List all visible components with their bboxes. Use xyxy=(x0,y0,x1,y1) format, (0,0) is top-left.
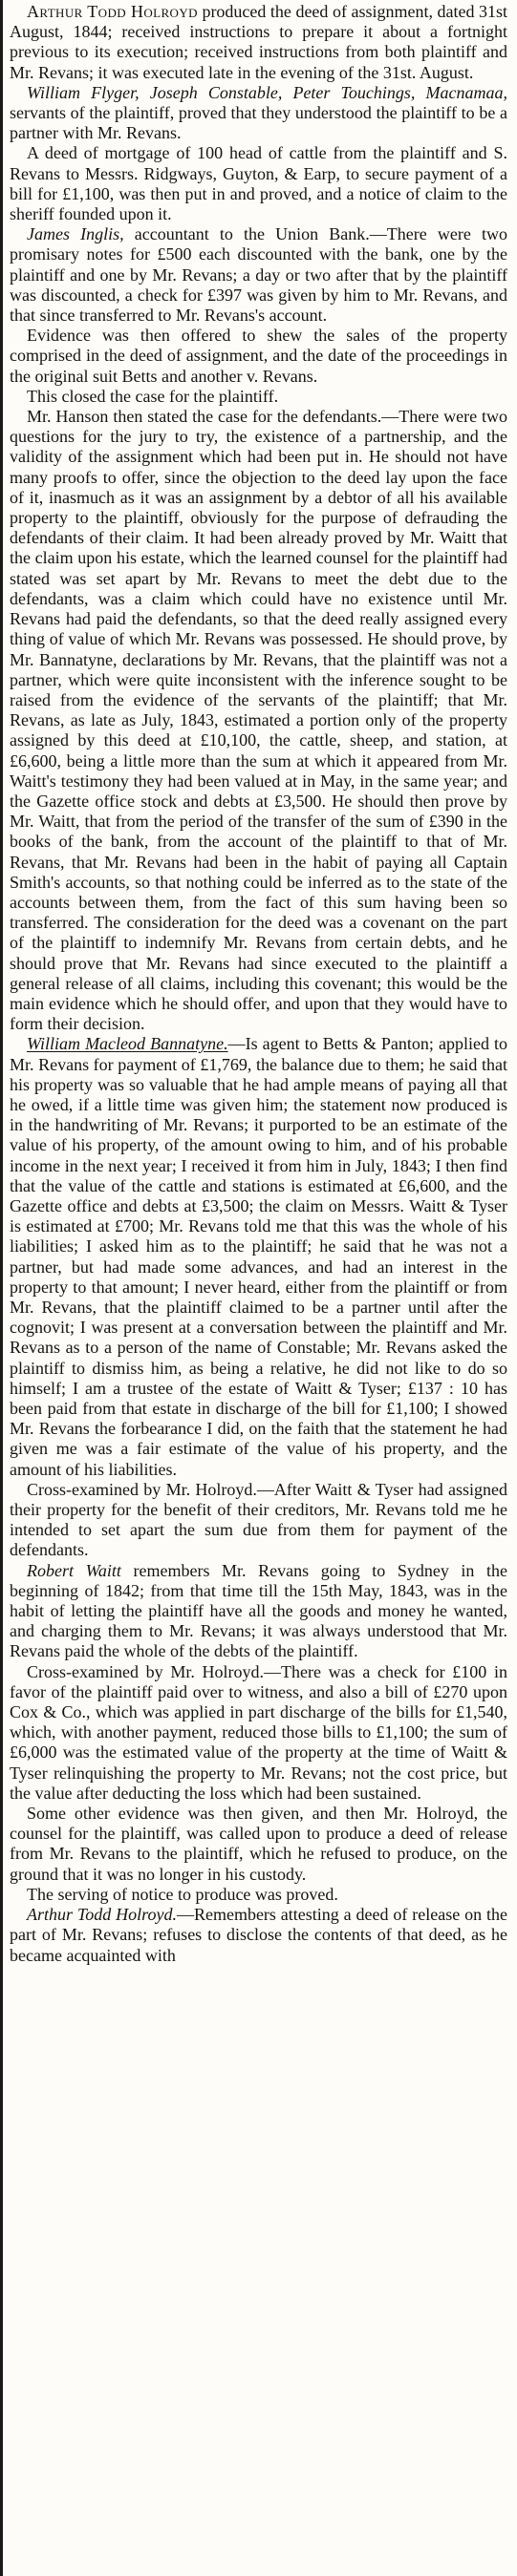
paragraph-release-deed xyxy=(10,1804,507,1885)
paragraph-evidence-sales xyxy=(10,326,507,387)
paragraph-holroyd-attest xyxy=(10,1905,507,1966)
paragraph-text: servants of the plaintiff, proved that they understood the plaintiff to be a partner with Mr. Revans. xyxy=(10,103,507,143)
paragraph-servants xyxy=(10,83,507,144)
paragraph-cross-exam-2 xyxy=(10,1662,507,1804)
paragraph-text: This closed the case for the plaintiff. xyxy=(27,386,279,406)
paragraph-text: A deed of mortgage of 100 head of cattle from the plaintiff and S. Revans to Messrs. Ridgways, Guyton, & Earp, to secure payment of a bill for £1,100, was then put in and proved, and a notice of claim to the sheriff founded upon it. xyxy=(10,143,507,224)
paragraph-lead: William Macleod Bannatyne. xyxy=(27,1034,228,1054)
paragraph-text: Mr. Hanson then stated the case for the defendants.—There were two questions for the jury to try, the existence of a partnership, and the validity of the assignment which had been put in. He should not have many proofs to offer, since the objection to the deed lay upon the face of it, inasmuch as it was an assignment by a debtor of all his available property to the plaintiff, obviously for the purpose of defrauding the defendants of their claim. It had been already proved by Mr. Waitt that the claim upon his estate, which the learned counsel for the plaintiff had stated was set apart by Mr. Revans to meet the debt due to the defendants, was a claim which could have no existence until Mr. Revans had paid the defendants, so that the deed really assigned every thing of value of which Mr. Revans was possessed. He should prove, by Mr. Bannatyne, declarations by Mr. Revans, that the plaintiff was not a partner, which were quite inconsistent with the inference sought to be raised from the evidence of the servants of the plaintiff; that Mr. Revans, as late as July, 1843, estimated a portion only of the property assigned by this deed at £10,100, the cattle, sheep, and station, at £6,600, being a little more than the sum at which it appeared from Mr. Waitt's testimony they had been valued at in May, in the same year; and the Gazette office stock and debts at £3,500. He should then prove by Mr. Waitt, that from the period of the transfer of the sum of £390 in the books of the bank, from the account of the plaintiff to that of Mr. Revans, that Mr. Revans had been in the habit of paying all Captain Smith's accounts, so that nothing could be inferred as to the state of the accounts between them, from the fact of this sum having been so transferred. The consideration for the deed was a covenant on the part of the plaintiff to indemnify Mr. Revans from certain debts, and he should prove that Mr. Revans had since executed to the plaintiff a general release of all claims, including this covenant; this would be the main evidence which he should offer, and upon that they would have to form their decision. xyxy=(10,407,507,1034)
paragraph-lead: Robert Waitt xyxy=(27,1560,121,1580)
paragraph-text: Cross-examined by Mr. Holroyd.—After Waitt & Tyser had assigned their property for the benefit of their creditors, Mr. Revans told me he intended to set apart the sum due from them for payment of the defendants. xyxy=(10,1479,507,1560)
paragraph-cross-exam-1 xyxy=(10,1480,507,1561)
paragraph-lead: Arthur Todd Holroyd. xyxy=(27,1905,177,1925)
paragraph-text: —Remembers attesting a deed of release on the part of Mr. Revans; refuses to disclose the contents of that deed, as he became acquainted with xyxy=(10,1905,507,1965)
paragraph-text: produced the deed of assignment, dated 31st August, 1844; received instructions to prepare it about a fortnight previous to its execution; received instructions from both plaintiff and Mr. Revans; it was executed late in the evening of the 31st. August. xyxy=(10,2,507,82)
paragraph-text: accountant to the Union Bank.—There were two promisary notes for £500 each discounted with the bank, one by the plaintiff and one by Mr. Revans; a day or two after that by the plaintiff was discounted, a check for £397 was given by him to Mr. Revans, and that since transferred to Mr. Revans's account. xyxy=(10,224,507,326)
paragraph-lead: Arthur Todd Holroyd xyxy=(27,2,198,21)
paragraph-lead: William Flyger, Joseph Constable, Peter Touchings, Macnamaa, xyxy=(27,82,507,102)
paragraph-inglis xyxy=(10,224,507,326)
paragraph-text: remembers Mr. Revans going to Sydney in the beginning of 1842; from that time till the 15th May, 1843, was in the habit of letting the plaintiff have all the goods and money he wanted, and charging them to Mr. Revans; it was always understood that Mr. Revans paid the whole of the debts of the plaintiff. xyxy=(10,1560,507,1661)
paragraph-text: Some other evidence was then given, and then Mr. Holroyd, the counsel for the plaintiff, was called upon to produce a deed of release from Mr. Revans to the plaintiff, which he refused to produce, on the ground that it was no longer in his custody. xyxy=(10,1804,507,1884)
paragraph-close-case xyxy=(10,387,507,407)
paragraph-text: Cross-examined by Mr. Holroyd.—There was a check for £100 in favor of the plaintiff paid over to witness, and also a bill of £270 upon Cox & Co., which was applied in part discharge of the bills for £1,540, which, with another payment, reduced those bills to £1,100; the sum of £6,000 was the estimated value of the property at the time of Waitt & Tyser relinquishing the property to Mr. Revans; not the cost price, but the value after deducting the loss which had been sustained. xyxy=(10,1661,507,1803)
paragraph-text: Evidence was then offered to shew the sales of the property comprised in the deed of assignment, and the date of the proceedings in the original suit Betts and another v. Revans. xyxy=(10,326,507,386)
paragraph-holroyd-deed xyxy=(10,2,507,83)
paragraph-lead: James Inglis, xyxy=(27,224,124,244)
paragraph-bannatyne xyxy=(10,1034,507,1479)
paragraph-waitt xyxy=(10,1561,507,1662)
paragraph-mortgage xyxy=(10,143,507,224)
paragraph-text: The serving of notice to produce was proved. xyxy=(27,1884,338,1904)
paragraph-text: —Is agent to Betts & Panton; applied to Mr. Revans for payment of £1,769, the balance due to them; he said that his property was so valuable that he had ample means of paying all that he owed, if a little time was given him; the statement now produced is in the handwriting of Mr. Revans; it purported to be an estimate of the value of his property, of the amount owing to him, and of his probable income in the next year; I received it from him in July, 1843; I then find that the value of the cattle and stations is estimated at £6,600, and the Gazette office and debts at £3,500; the claim on Messrs. Waitt & Tyser is estimated at £700; Mr. Revans told me that this was the whole of his liabilities; I asked him as to the plaintiff; he said that he was not a partner, but had made some advances, and had an interest in the property to that amount; I never heard, either from the plaintiff or from Mr. Revans, that the plaintiff claimed to be a partner until after the cognovit; I was present at a conversation between the plaintiff and Mr. Revans as to a person of the name of Constable; Mr. Revans asked the plaintiff to dismiss him, as being a relative, he did not like to do so himself; I am a trustee of the estate of Waitt & Tyser; £137 : 10 has been paid from that estate in discharge of the bill for £1,100; I showed Mr. Revans the forbearance I did, on the faith that the statement he had given me was a fair estimate of the value of his property, and the amount of his liabilities. xyxy=(10,1034,508,1479)
paragraph-notice xyxy=(10,1885,507,1905)
paragraph-hanson xyxy=(10,407,507,1034)
